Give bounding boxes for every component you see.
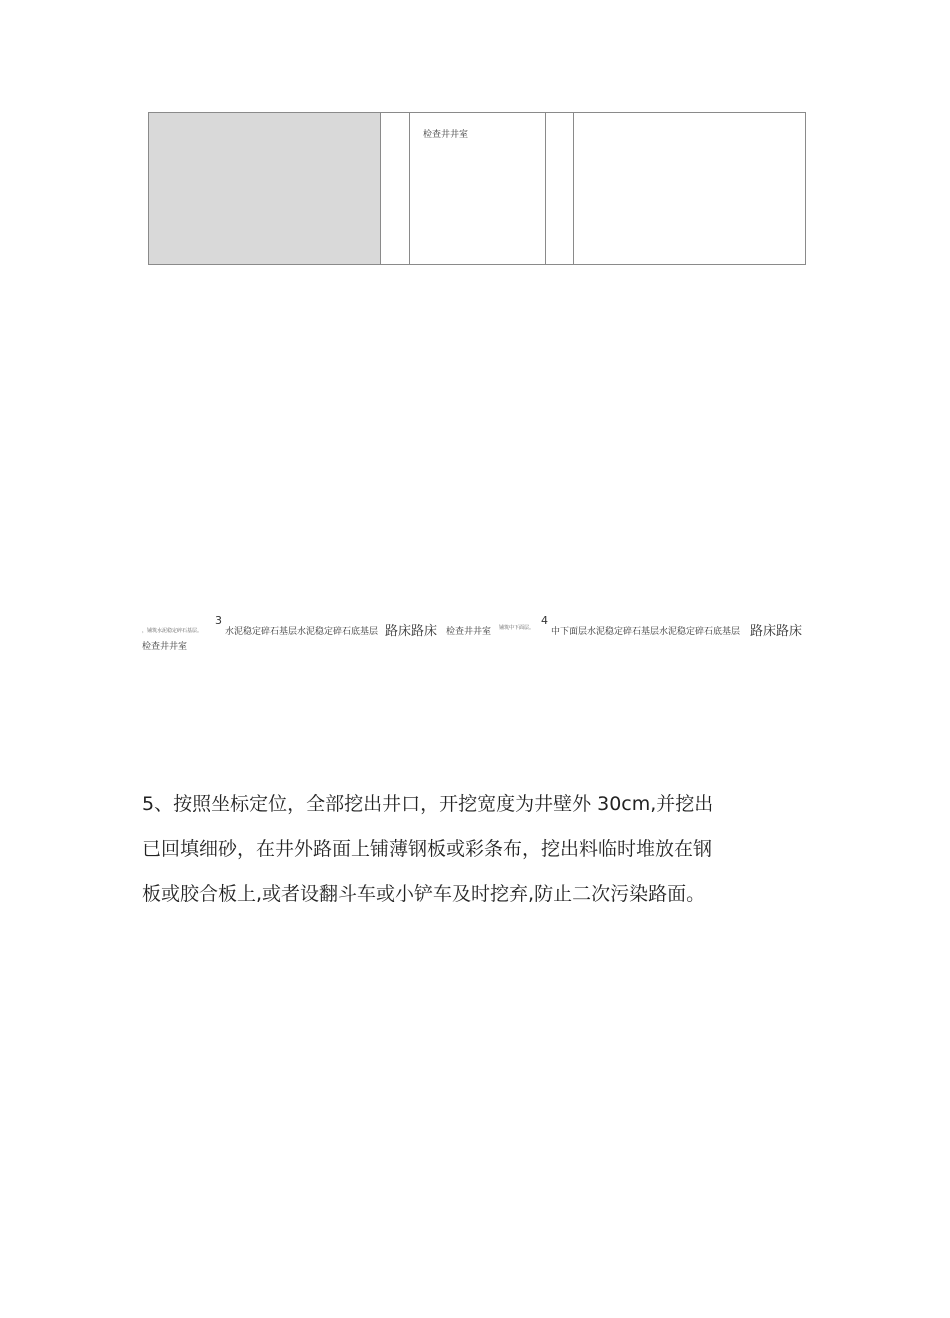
diagram-table xyxy=(148,112,806,265)
caption-layers-b: 中下面层水泥稳定碎石基层水泥稳定碎石底基层 xyxy=(551,627,741,637)
narrow-cell xyxy=(546,113,574,264)
body-paragraph xyxy=(142,782,822,917)
caption-subgrade-b: 路床路床 xyxy=(750,624,803,639)
paragraph-line: 板或胶合板上,或者设翻斗车或小铲车及时挖弃,防止二次污染路面。 xyxy=(142,883,706,905)
paragraph-line: 5、按照坐标定位，全部挖出井口，开挖宽度为井壁外 30cm,并挖出 xyxy=(142,793,714,815)
caption-step4-number: 4 xyxy=(541,614,548,627)
caption-step4-note: 铺筑中下面层。 xyxy=(499,625,535,631)
shaded-cell xyxy=(149,113,381,264)
caption-well-b: 检查井井室 xyxy=(142,642,188,652)
cell-label-inspection-well: 检查井井室 xyxy=(423,130,469,140)
paragraph-line: 已回填细砂，在井外路面上铺薄钢板或彩条布，挖出料临时堆放在钢 xyxy=(142,838,713,860)
caption-well-a: 检查井井室 xyxy=(446,627,492,637)
caption-layers-a: 水泥稳定碎石基层水泥稳定碎石底基层 xyxy=(225,627,379,637)
caption-subgrade-a: 路床路床 xyxy=(385,624,438,639)
figure-caption xyxy=(142,614,822,639)
narrow-cell xyxy=(381,113,410,264)
label-cell xyxy=(410,113,546,264)
caption-step3-note: ，铺筑水泥稳定碎石基层。 xyxy=(142,628,203,634)
caption-step3-number: 3 xyxy=(215,614,222,627)
empty-cell xyxy=(574,113,805,264)
